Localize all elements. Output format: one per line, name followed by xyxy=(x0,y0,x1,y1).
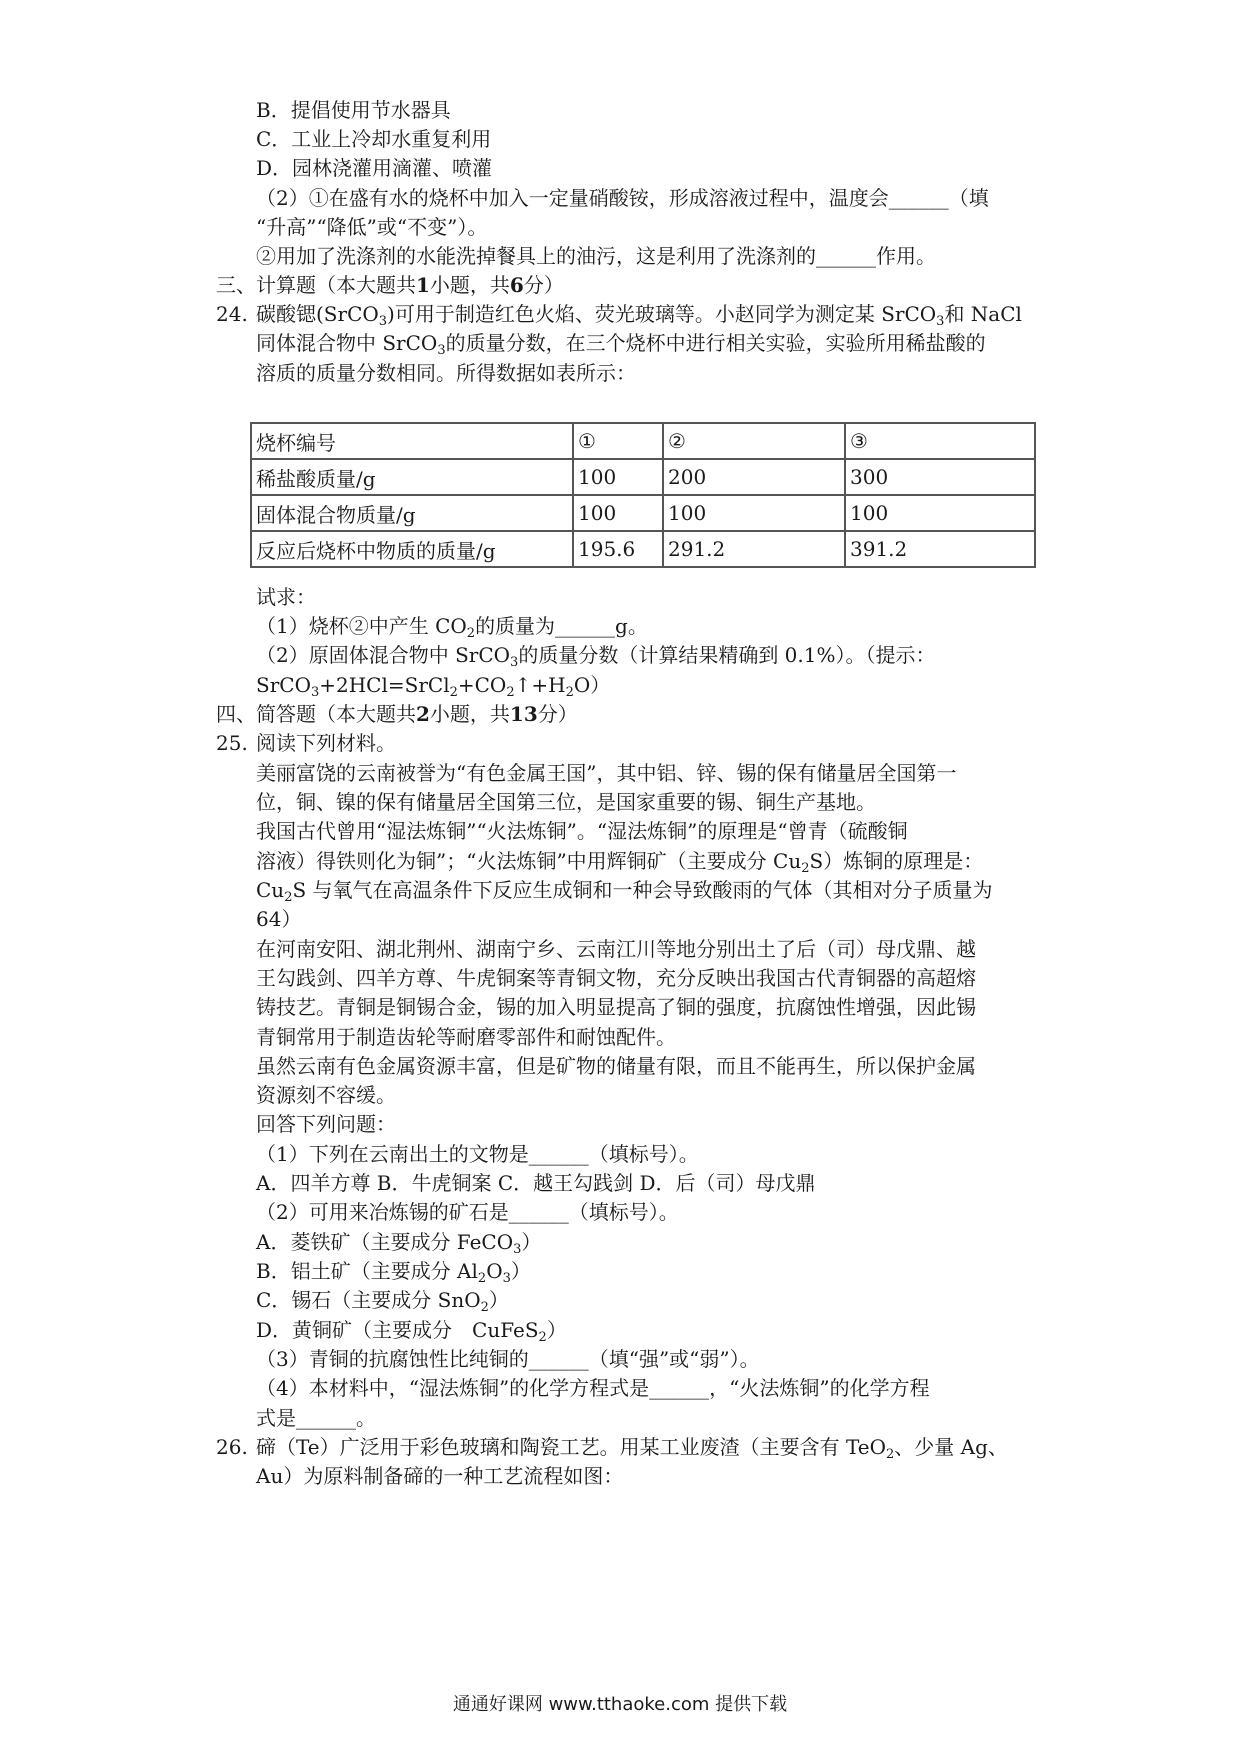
footer-watermark: 通通好课网 www.tthaoke.com 提供下载 xyxy=(452,1694,788,1715)
q25-sub1-options: A．四羊方尊 B．牛虎铜案 C．越王勾践剑 D．后（司）母戊鼎 xyxy=(256,1171,816,1195)
table-cell: 烧杯编号 xyxy=(251,423,573,459)
table-cell: 稀盐酸质量/g xyxy=(251,459,573,495)
q23-option-d: D．园林浇灌用滴灌、喷灌 xyxy=(256,156,493,180)
q23-part2-line2: “升高”“降低”或“不变”）。 xyxy=(256,215,488,239)
q26-line2: Au）为原料制备碲的一种工艺流程如图： xyxy=(256,1464,624,1488)
q24-ask-part2: （2）原固体混合物中 SrCO$_3$的质量分数（计算结果精确到 0.1%）。（提示： xyxy=(256,643,936,670)
data-table xyxy=(250,422,1036,568)
q24-ask-equation: $SrCO_3+2HCl=SrCl_2+CO_2↑+H_2O$） xyxy=(256,673,611,700)
table-cell: 291.2 xyxy=(663,531,845,567)
q25-para-line: 王勾践剑、四羊方尊、牛虎铜案等青铜文物，充分反映出我国古代青铜器的高超熔 xyxy=(256,966,976,990)
table-cell: 100 xyxy=(663,495,845,531)
table-cell: 反应后烧杯中物质的质量/g xyxy=(251,531,573,567)
q25-para-line: 位，铜、镍的保有储量居全国第三位，是国家重要的锡、铜生产基地。 xyxy=(256,790,876,814)
q25-sub4-line2: 式是______。 xyxy=(256,1406,376,1430)
q25-para-line: 青铜常用于制造齿轮等耐磨零部件和耐蚀配件。 xyxy=(256,1025,676,1049)
q25-para-line: 资源刻不容缓。 xyxy=(256,1083,396,1107)
q25-sub2-option-b: B．铝土矿（主要成分 $Al_2O_3$） xyxy=(256,1259,531,1286)
q25-para-line: 美丽富饶的云南被誉为“有色金属王国”，其中铝、锌、锡的保有储量居全国第一 xyxy=(256,761,957,785)
q25-sub4-line1: （4）本材料中，“湿法炼铜”的化学方程式是______，“火法炼铜”的化学方程 xyxy=(256,1376,930,1400)
table-cell: 195.6 xyxy=(573,531,663,567)
table-cell: ② xyxy=(663,423,845,459)
table-cell: 200 xyxy=(663,459,845,495)
q25-title: 阅读下列材料。 xyxy=(256,731,396,755)
section-4-heading: 四、简答题（本大题共2小题，共13分） xyxy=(216,702,578,726)
q25-para-line: 64） xyxy=(256,907,302,931)
q23-option-b: B．提倡使用节水器具 xyxy=(256,98,451,122)
table-row xyxy=(251,495,1035,531)
q23-part2-line1: （2）①在盛有水的烧杯中加入一定量硝酸铵，形成溶液过程中，温度会______（填 xyxy=(256,186,989,210)
q24-line3: 溶质的质量分数相同。所得数据如表所示： xyxy=(256,361,636,385)
table-cell: ① xyxy=(573,423,663,459)
q25-para-line: 铸技艺。青铜是铜锡合金，锡的加入明显提高了铜的强度，抗腐蚀性增强，因此锡 xyxy=(256,995,976,1019)
q24-number: 24. xyxy=(216,302,248,326)
table-row xyxy=(251,459,1035,495)
q23-option-c: C．工业上冷却水重复利用 xyxy=(256,127,492,151)
table-cell: 100 xyxy=(573,495,663,531)
table-cell: 391.2 xyxy=(845,531,1035,567)
q26-number: 26. xyxy=(216,1435,248,1459)
table-cell: 100 xyxy=(845,495,1035,531)
q25-ask: 回答下列问题： xyxy=(256,1112,396,1136)
q23-part2-line3: ②用加了洗涤剂的水能洗掉餐具上的油污，这是利用了洗涤剂的______作用。 xyxy=(256,244,936,268)
q25-sub2: （2）可用来冶炼锡的矿石是______（填标号）。 xyxy=(256,1200,679,1224)
q25-para-line: 我国古代曾用“湿法炼铜”“火法炼铜”。“湿法炼铜”的原理是“曾青（硫酸铜 xyxy=(256,819,908,843)
table-row xyxy=(251,531,1035,567)
q25-para-line: $Cu_2S$ 与氧气在高温条件下反应生成铜和一种会导致酸雨的气体（其相对分子质量为 xyxy=(256,878,993,905)
q24-line1: 碳酸锶(SrCO$_3$)可用于制造红色火焰、荧光玻璃等。小赵同学为测定某 SrCO$_3$和 NaCl xyxy=(256,302,1022,329)
q25-sub2-option-a: A．菱铁矿（主要成分 FeCO$_3$） xyxy=(256,1230,542,1257)
q24-ask-intro: 试求： xyxy=(256,585,316,609)
q24-ask-part1: （1）烧杯②中产生 $CO_2$的质量为______g。 xyxy=(256,614,648,641)
q25-para-line: 溶液）得铁则化为铜”；“火法炼铜”中用辉铜矿（主要成分 $Cu_2S$）炼铜的原理是： xyxy=(256,849,984,876)
q25-para-line: 虽然云南有色金属资源丰富，但是矿物的储量有限，而且不能再生，所以保护金属 xyxy=(256,1054,976,1078)
q25-sub3: （3）青铜的抗腐蚀性比纯铜的______（填“强”或“弱”）。 xyxy=(256,1347,760,1371)
q24-line2: 同体混合物中 SrCO$_3$的质量分数，在三个烧杯中进行相关实验，实验所用稀盐酸的 xyxy=(256,331,986,358)
q25-sub2-option-c: C．锡石（主要成分 SnO$_2$） xyxy=(256,1288,509,1315)
table-cell: 100 xyxy=(573,459,663,495)
q25-number: 25. xyxy=(216,731,248,755)
q25-sub1: （1）下列在云南出土的文物是______（填标号）。 xyxy=(256,1142,699,1166)
q25-sub2-option-d: D．黄铜矿（主要成分 CuFeS$_2$） xyxy=(256,1318,567,1345)
table-cell: 300 xyxy=(845,459,1035,495)
q25-para-line: 在河南安阳、湖北荆州、湖南宁乡、云南江川等地分别出土了后（司）母戊鼎、越 xyxy=(256,937,976,961)
table-row xyxy=(251,423,1035,459)
q26-line1: 碲（Te）广泛用于彩色玻璃和陶瓷工艺。用某工业废渣（主要含有 TeO$_2$、少量 Ag、 xyxy=(256,1435,1008,1462)
section-3-heading: 三、计算题（本大题共1小题，共6分） xyxy=(216,273,564,297)
table-cell: 固体混合物质量/g xyxy=(251,495,573,531)
table-cell: ③ xyxy=(845,423,1035,459)
